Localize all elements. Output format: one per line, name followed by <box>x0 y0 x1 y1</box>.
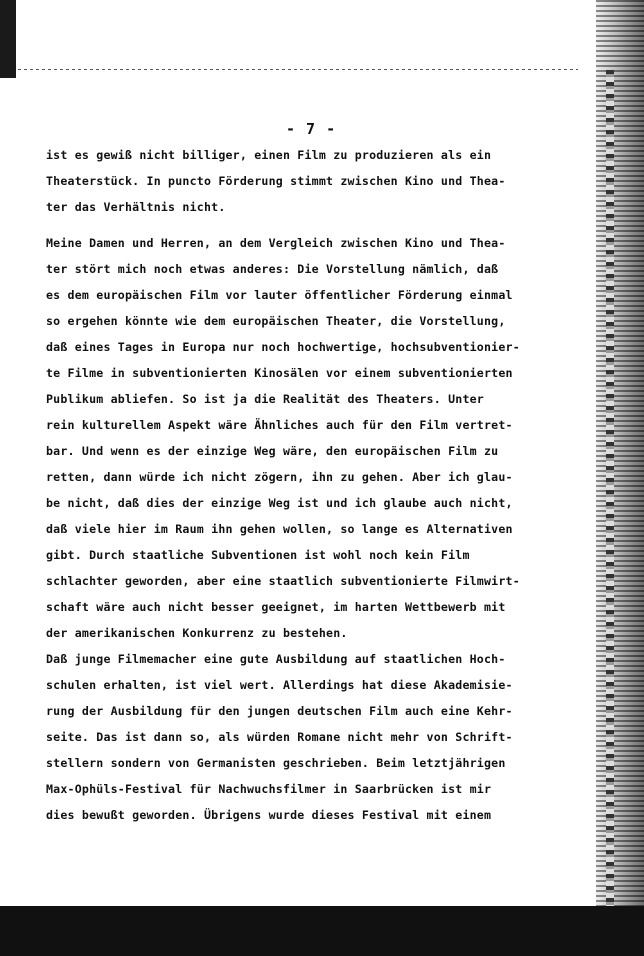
text-line: schulen erhalten, ist viel wert. Allerdings hat diese Akademisie- <box>46 678 513 692</box>
text-line: der amerikanischen Konkurrenz zu bestehen. <box>46 626 348 640</box>
text-line: so ergehen könnte wie dem europäischen Theater, die Vorstellung, <box>46 314 506 328</box>
text-line: Meine Damen und Herren, an dem Vergleich zwischen Kino und Thea- <box>46 236 506 250</box>
text-line: te Filme in subventionierten Kinosälen vor einem subventionierten <box>46 366 513 380</box>
scan-edge-left <box>0 0 16 78</box>
scan-top-rule <box>18 69 578 70</box>
paragraph-2 <box>46 230 532 646</box>
text-line: schlachter geworden, aber eine staatlich subventionierte Filmwirt- <box>46 574 520 588</box>
text-line: rung der Ausbildung für den jungen deutschen Film auch eine Kehr- <box>46 704 513 718</box>
text-line: Max-Ophüls-Festival für Nachwuchsfilmer in Saarbrücken ist mir <box>46 782 492 796</box>
text-line: dies bewußt geworden. Übrigens wurde dieses Festival mit einem <box>46 808 492 822</box>
page-number: - 7 - <box>286 120 337 138</box>
text-line: schaft wäre auch nicht besser geeignet, im harten Wettbewerb mit <box>46 600 506 614</box>
text-line: daß eines Tages in Europa nur noch hochwertige, hochsubventionier- <box>46 340 520 354</box>
text-line: Publikum abliefen. So ist ja die Realität des Theaters. Unter <box>46 392 484 406</box>
text-line: bar. Und wenn es der einzige Weg wäre, den europäischen Film zu <box>46 444 499 458</box>
scan-edge-right-streak <box>606 70 614 910</box>
scan-edge-right <box>596 0 644 956</box>
text-line: ter das Verhältnis nicht. <box>46 200 226 214</box>
text-line: Daß junge Filmemacher eine gute Ausbildung auf staatlichen Hoch- <box>46 652 506 666</box>
text-line: retten, dann würde ich nicht zögern, ihn zu gehen. Aber ich glau- <box>46 470 513 484</box>
text-line: seite. Das ist dann so, als würden Romane nicht mehr von Schrift- <box>46 730 513 744</box>
text-line: ter stört mich noch etwas anderes: Die Vorstellung nämlich, daß <box>46 262 499 276</box>
text-line: stellern sondern von Germanisten geschrieben. Beim letztjährigen <box>46 756 506 770</box>
text-line: be nicht, daß dies der einzige Weg ist und ich glaube auch nicht, <box>46 496 513 510</box>
text-line: es dem europäischen Film vor lauter öffentlicher Förderung einmal <box>46 288 513 302</box>
text-line: gibt. Durch staatliche Subventionen ist wohl noch kein Film <box>46 548 470 562</box>
text-line: daß viele hier im Raum ihn gehen wollen, so lange es Alternativen <box>46 522 513 536</box>
paragraph-1 <box>46 142 532 220</box>
text-line: rein kulturellem Aspekt wäre Ähnliches auch für den Film vertret- <box>46 418 513 432</box>
text-line: ist es gewiß nicht billiger, einen Film zu produzieren als ein <box>46 148 492 162</box>
text-line: Theaterstück. In puncto Förderung stimmt zwischen Kino und Thea- <box>46 174 506 188</box>
paragraph-3 <box>46 646 532 828</box>
scan-edge-bottom <box>0 906 644 956</box>
